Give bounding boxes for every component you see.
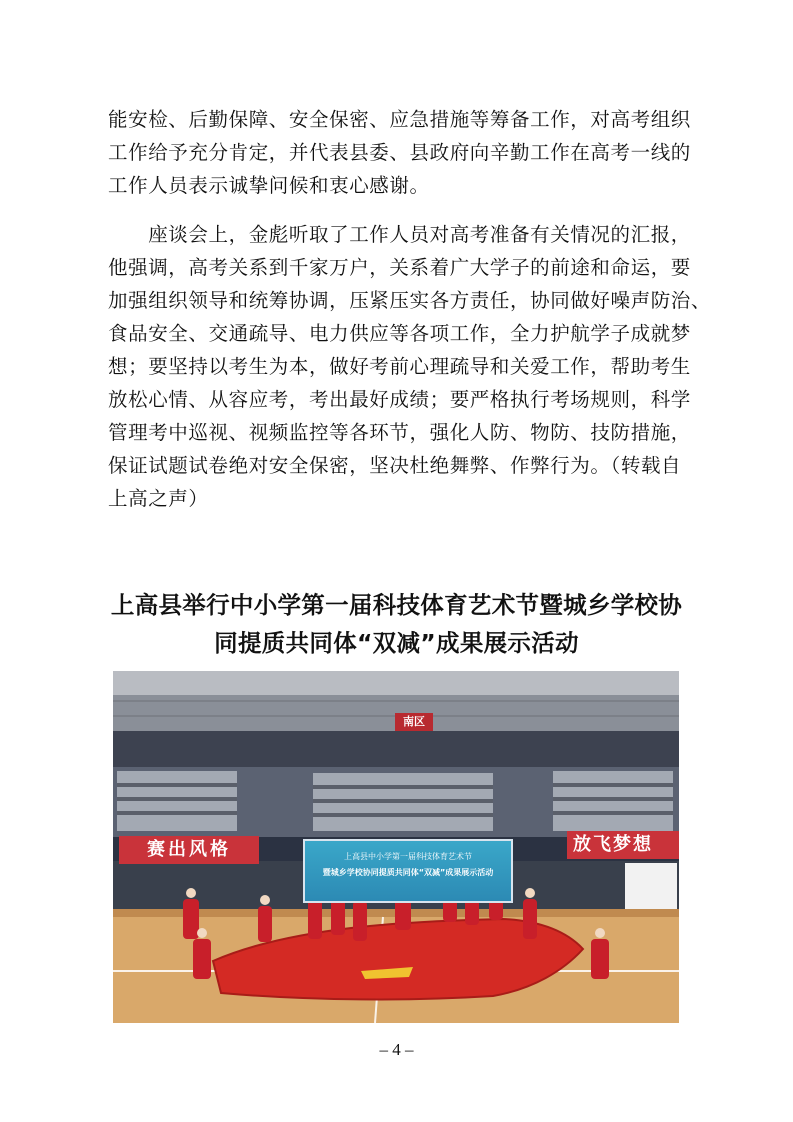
event-photo bbox=[113, 671, 679, 1023]
text-line: 管理考中巡视、视频监控等各环节，强化人防、物防、技防措施， bbox=[108, 421, 691, 444]
text-line: 能安检、后勤保障、安全保密、应急措施等筹备工作，对高考组织 bbox=[108, 108, 691, 131]
south-zone-sign: 南区 bbox=[395, 713, 433, 731]
text-line: 工作人员表示诚挚问候和衷心感谢。 bbox=[108, 174, 430, 197]
led-screen bbox=[303, 839, 513, 903]
banner-left: 赛出风格 bbox=[119, 836, 259, 864]
text-line: 保证试题试卷绝对安全保密，坚决杜绝舞弊、作弊行为。（转载自 bbox=[108, 454, 682, 477]
text-line: 食品安全、交通疏导、电力供应等各项工作，全力护航学子成就梦 bbox=[108, 322, 691, 345]
text-line: 他强调，高考关系到千家万户，关系着广大学子的前途和命运，要 bbox=[108, 256, 691, 279]
text-line: 想；要坚持以考生为本，做好考前心理疏导和关爱工作，帮助考生 bbox=[108, 355, 691, 378]
text-line: 加强组织领导和统筹协调，压紧压实各方责任，协同做好噪声防治、 bbox=[108, 289, 712, 312]
text-line: 工作给予充分肯定，并代表县委、县政府向辛勤工作在高考一线的 bbox=[108, 141, 691, 164]
paragraph-2 bbox=[108, 218, 712, 515]
article-headline bbox=[90, 586, 703, 662]
headline-line: 同提质共同体“双减”成果展示活动 bbox=[214, 629, 579, 657]
screen-line-1: 上高县中小学第一届科技体育艺术节 bbox=[344, 852, 472, 861]
text-line: 放松心情、从容应考，考出最好成绩；要严格执行考场规则，科学 bbox=[108, 388, 691, 411]
headline-line: 上高县举行中小学第一届科技体育艺术节暨城乡学校协 bbox=[110, 591, 683, 619]
page-number: – 4 – bbox=[379, 1040, 414, 1059]
banner-right: 放飞梦想 bbox=[567, 831, 679, 859]
screen-line-2: 暨城乡学校协同提质共同体“双减”成果展示活动 bbox=[322, 868, 494, 877]
text-line: 座谈会上，金彪听取了工作人员对高考准备有关情况的汇报， bbox=[108, 223, 691, 246]
text-line: 上高之声） bbox=[108, 487, 209, 510]
paragraph-1 bbox=[108, 103, 698, 202]
